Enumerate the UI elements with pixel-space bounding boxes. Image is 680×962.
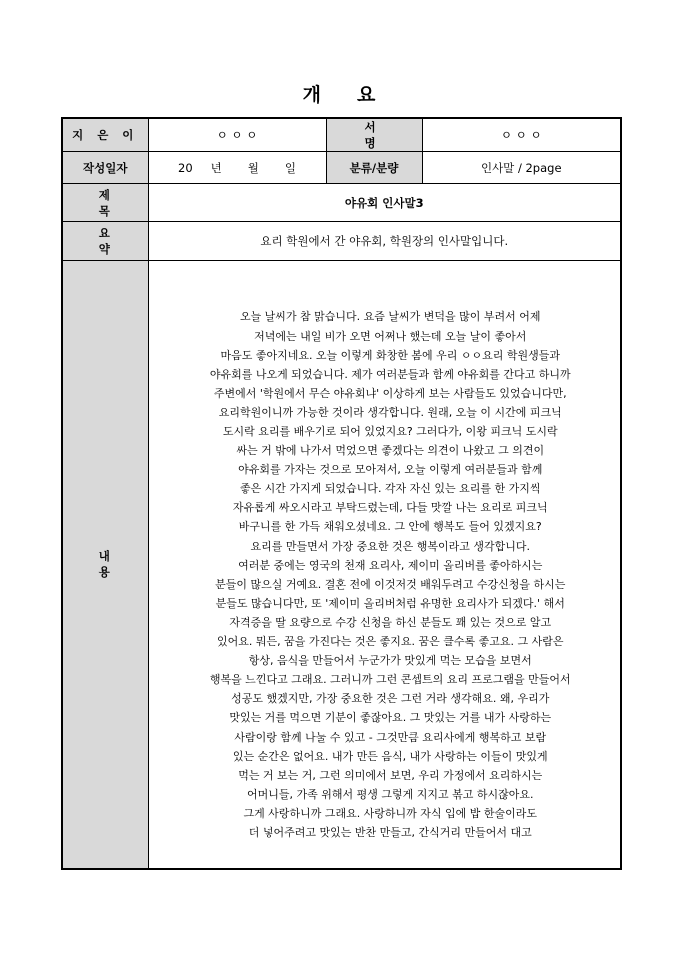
date-year: 20 xyxy=(178,160,193,175)
row-date xyxy=(62,152,621,184)
content-line: 야유회를 나오게 되었습니다. 제가 여러분들과 함께 야유회를 간다고 하니까 xyxy=(209,367,571,381)
sign-value: ㅇ ㅇ ㅇ xyxy=(422,118,621,152)
content-line: 사람이랑 함께 나눌 수 있고 - 그것만큼 요리사에게 행복하고 보람 xyxy=(234,730,547,744)
content-line: 자격증을 딸 요량으로 수강 신청을 하신 분들도 꽤 있는 것으로 알고 xyxy=(229,615,552,629)
content-line: 맛있는 거를 먹으면 기분이 좋잖아요. 그 맛있는 거를 내가 사랑하는 xyxy=(229,711,552,725)
date-value xyxy=(148,152,326,184)
content-line: 행복을 느낀다고 그래요. 그러니까 그런 콘셉트의 요리 프로그램을 만들어서 xyxy=(209,673,571,687)
date-year-unit: 년 xyxy=(210,160,222,175)
content-line: 있는 순간은 없어요. 내가 만든 음식, 내가 사랑하는 이들이 맛있게 xyxy=(232,749,548,763)
content-line: 오늘 날씨가 참 맑습니다. 요즘 날씨가 변덕을 많이 부려서 어제 xyxy=(239,310,541,324)
author-label: 지 은 이 xyxy=(62,118,148,152)
summary-value: 요리 학원에서 간 야유회, 학원장의 인사말입니다. xyxy=(148,222,621,261)
content-line: 여러분 중에는 영국의 천재 요리사, 제이미 올리버를 좋아하시는 xyxy=(238,558,543,572)
row-author xyxy=(62,118,621,152)
category-value: 인사말 / 2page xyxy=(422,152,621,184)
row-content xyxy=(62,261,621,869)
content-body xyxy=(148,261,621,869)
page-title-part2: 요 xyxy=(357,84,378,106)
category-label: 분류/분량 xyxy=(326,152,422,184)
date-month-unit: 월 xyxy=(247,160,259,175)
content-line: 있어요. 뭐든, 꿈을 가진다는 것은 좋지요. 꿈은 클수록 좋고요. 그 사람은 xyxy=(217,635,564,649)
content-line: 요리학원이니까 가능한 것이라 생각합니다. 원래, 오늘 이 시간에 피크닉 xyxy=(218,405,562,419)
page-title-part1: 개 xyxy=(302,84,323,106)
content-line: 분들이 많으실 거예요. 결혼 전에 이것저것 배워두려고 수강신청을 하시는 xyxy=(215,577,566,591)
author-value: ㅇ ㅇ ㅇ xyxy=(148,118,326,152)
subject-value: 야유회 인사말3 xyxy=(148,184,621,222)
summary-label: 요 약 xyxy=(62,222,148,261)
content-label: 내 용 xyxy=(62,261,148,869)
row-summary xyxy=(62,222,621,261)
content-line: 요리를 만들면서 가장 중요한 것은 행복이라고 생각합니다. xyxy=(250,539,530,553)
content-line: 저녁에는 내일 비가 오면 어쩌나 했는데 오늘 날이 좋아서 xyxy=(254,329,527,343)
content-line: 도시락 요리를 배우기로 되어 있었지요? 그러다가, 이왕 피크닉 도시락 xyxy=(222,425,558,438)
content-line: 더 넣어주려고 맛있는 반찬 만들고, 간식거리 만들어서 대고 xyxy=(248,825,532,839)
content-line: 항상, 음식을 만들어서 누군가가 맛있게 먹는 모습을 보면서 xyxy=(248,654,532,668)
content-line: 그게 사랑하니까 그래요. 사랑하니까 자식 입에 밥 한술이라도 xyxy=(243,806,538,820)
date-label: 작성일자 xyxy=(62,152,148,184)
overview-table xyxy=(61,117,622,870)
content-line: 자유롭게 싸오시라고 부탁드렸는데, 다들 맛깔 나는 요리로 피크닉 xyxy=(232,501,548,515)
content-line: 주변에서 '학원에서 무슨 야유회냐' 이상하게 보는 사람들도 있었습니다만, xyxy=(213,386,567,400)
content-line: 바구니를 한 가득 채워오셨네요. 그 안에 행복도 들어 있겠지요? xyxy=(238,520,542,534)
content-line: 성공도 했겠지만, 가장 중요한 것은 그런 거라 생각해요. 왜, 우리가 xyxy=(231,692,550,706)
row-subject xyxy=(62,184,621,222)
sign-label: 서 명 xyxy=(326,118,422,152)
content-line: 좋은 시간 가지게 되었습니다. 각자 자신 있는 요리를 한 가지씩 xyxy=(239,482,541,496)
content-line: 먹는 거 보는 거, 그런 의미에서 보면, 우리 가정에서 요리하시는 xyxy=(238,768,543,782)
subject-label: 제 목 xyxy=(62,184,148,222)
content-line: 야유회를 가자는 것으로 모아져서, 오늘 이렇게 여러분들과 함께 xyxy=(238,463,543,477)
content-line: 싸는 거 밖에 나가서 먹었으면 좋겠다는 의견이 나왔고 그 의견이 xyxy=(236,444,545,458)
page-title xyxy=(0,80,680,107)
content-lines xyxy=(149,286,621,842)
date-day-unit: 일 xyxy=(284,160,296,175)
content-line: 어머니들, 가족 위해서 평생 그렇게 지지고 볶고 하시잖아요. xyxy=(247,787,534,801)
content-line: 마음도 좋아지네요. 오늘 이렇게 화창한 봄에 우리 ㅇㅇ요리 학원생들과 xyxy=(220,348,561,362)
content-line: 분들도 많습니다만, 또 '제이미 올리버처럼 유명한 요리사가 되겠다.' 해서 xyxy=(215,596,565,610)
